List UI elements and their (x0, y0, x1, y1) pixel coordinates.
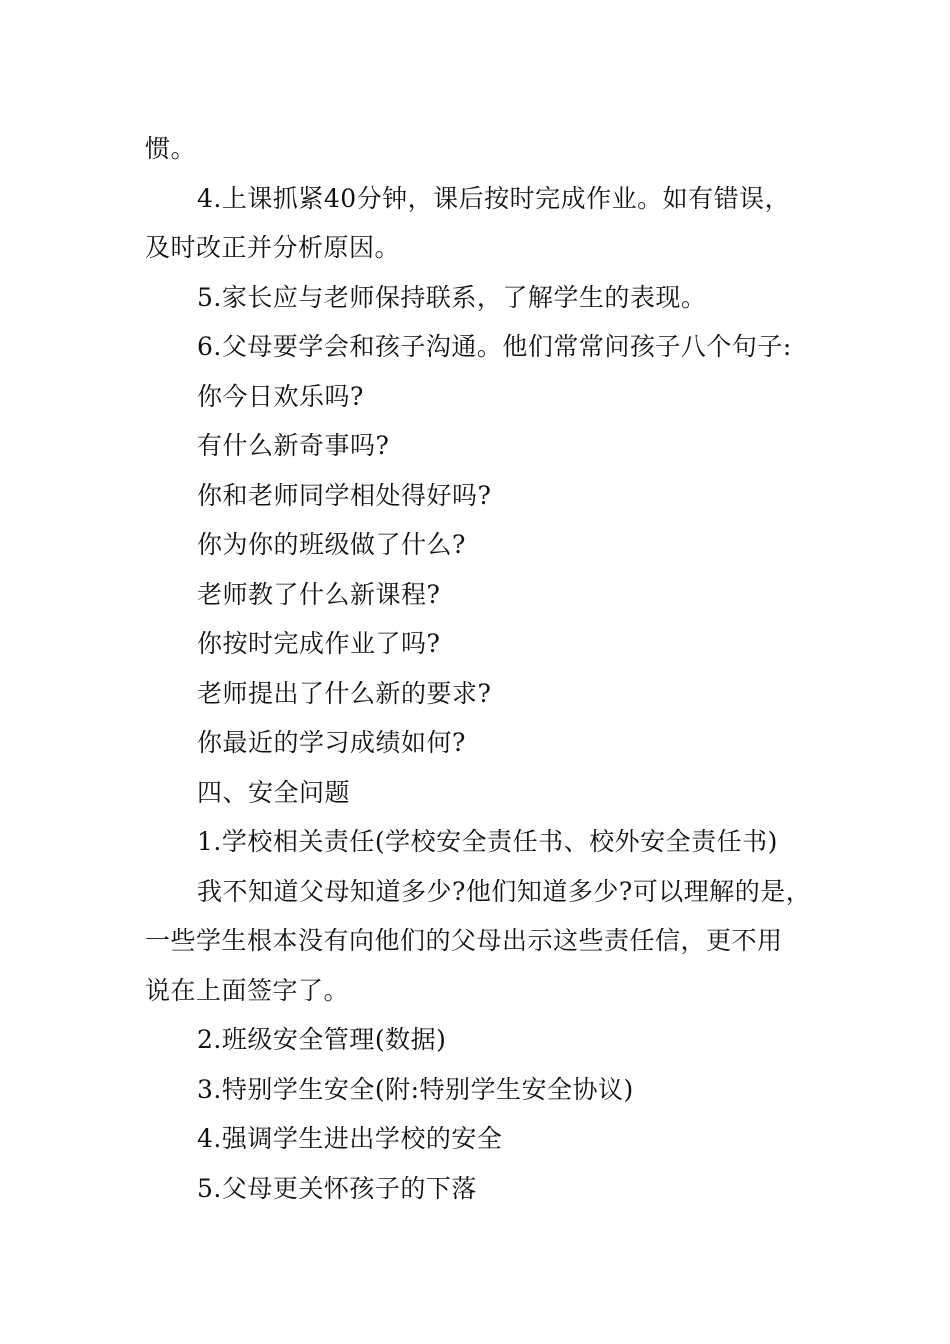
text-line: 你今日欢乐吗? (197, 381, 364, 411)
text-line: 有什么新奇事吗? (197, 431, 390, 460)
text-line: 一些学生根本没有向他们的父母出示这些责任信，更不用 (145, 926, 783, 955)
text-line: 你最近的学习成绩如何? (197, 728, 466, 757)
text-line: 老师教了什么新课程? (197, 579, 441, 609)
text-line: 5.家长应与老师保持联系，了解学生的表现。 (197, 282, 707, 312)
text-line: 四、安全问题 (197, 777, 351, 807)
text-line: 5.父母更关怀孩子的下落 (197, 1173, 477, 1203)
text-line: 你为你的班级做了什么? (197, 530, 466, 559)
text-line: 我不知道父母知道多少?他们知道多少?可以理解的是， (197, 876, 812, 906)
text-line: 3.特别学生安全(附:特别学生安全协议) (197, 1074, 634, 1104)
text-line: 4.上课抓紧40分钟，课后按时完成作业。如有错误， (197, 183, 791, 213)
text-line: 2.班级安全管理(数据) (197, 1025, 447, 1054)
document-body (145, 124, 825, 1213)
text-line: 4.强调学生进出学校的安全 (197, 1124, 503, 1153)
text-line: 老师提出了什么新的要求? (197, 678, 492, 708)
text-line: 你和老师同学相处得好吗? (197, 480, 492, 510)
text-line: 6.父母要学会和孩子沟通。他们常常问孩子八个句子: (197, 332, 792, 361)
text-line: 惯。 (145, 134, 197, 163)
text-line: 及时改正并分析原因。 (145, 233, 401, 262)
text-line: 1.学校相关责任(学校安全责任书、校外安全责任书) (197, 827, 778, 856)
text-line: 你按时完成作业了吗? (197, 629, 441, 658)
text-line: 说在上面签字了。 (145, 975, 350, 1005)
